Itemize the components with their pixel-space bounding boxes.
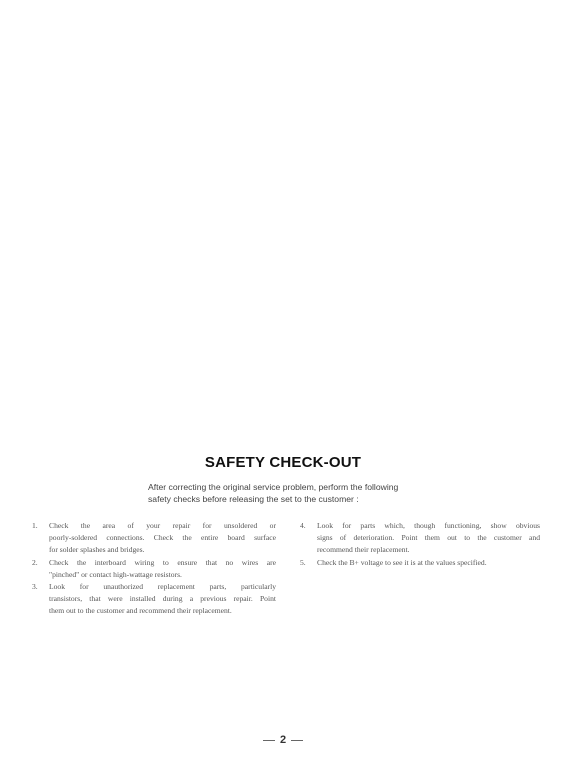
item-line: "pinched" or contact high-wattage resistors.	[49, 569, 182, 579]
item-number: 5.	[300, 557, 306, 567]
page-number-footer	[0, 734, 566, 746]
item-line: transistors, that were installed during a previous repair. Point	[49, 594, 276, 604]
footer-dash-left	[263, 740, 275, 741]
page-title: SAFETY CHECK-OUT	[204, 454, 362, 471]
item-line: Look for parts which, though functioning, show obvious	[317, 521, 540, 530]
item-line: recommend their replacement.	[317, 545, 410, 555]
item-line: them out to the customer and recommend their replacement.	[49, 606, 232, 616]
item-line: signs of deterioration. Point them out to the customer and	[317, 533, 540, 543]
item-line: poorly-soldered connections. Check the entire board surface	[49, 533, 276, 543]
checklist-right-column	[300, 520, 540, 569]
intro-line: After correcting the original service problem, perform the following	[148, 482, 399, 492]
item-line: Check the interboard wiring to ensure that no wires are	[49, 557, 276, 567]
checklist-item-3	[32, 581, 276, 618]
checklist-left-column	[32, 520, 276, 618]
checklist-item-4	[300, 520, 540, 557]
item-number: 3.	[32, 582, 38, 592]
checklist-item-1	[32, 520, 276, 557]
item-number: 4.	[300, 521, 306, 530]
item-line: for solder splashes and bridges.	[49, 545, 145, 555]
item-line: Check the B+ voltage to see it is at the values specified.	[317, 557, 487, 567]
page-number: 2	[279, 734, 287, 746]
checklist-item-5	[300, 557, 540, 569]
footer-dash-right	[291, 740, 303, 741]
item-number: 1.	[32, 521, 38, 530]
item-line: Check the area of your repair for unsoldered or	[49, 521, 276, 530]
intro-line: safety checks before releasing the set to the customer :	[148, 494, 359, 504]
item-line: Look for unauthorized replacement parts, particularly	[49, 582, 276, 592]
item-number: 2.	[32, 557, 38, 567]
intro-paragraph	[148, 481, 448, 505]
checklist-item-2	[32, 557, 276, 581]
